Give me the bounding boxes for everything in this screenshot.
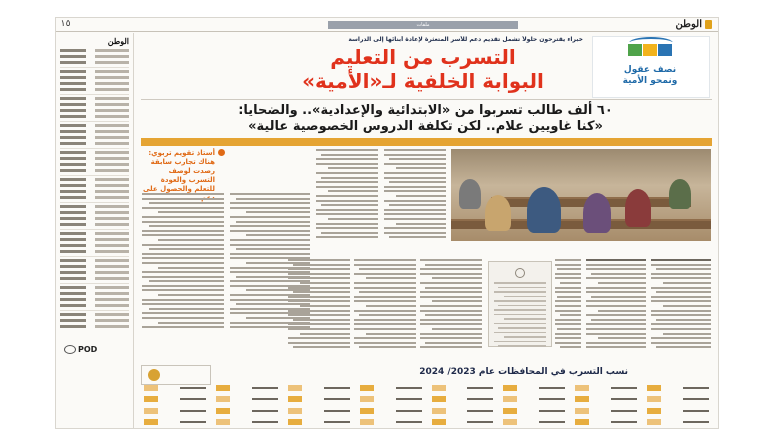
- staff-row: [60, 250, 129, 253]
- text-column: [384, 149, 446, 241]
- staff-row: [60, 163, 129, 166]
- staff-row: [60, 67, 129, 73]
- table-cell: [285, 406, 353, 415]
- table-cell: [213, 418, 281, 427]
- staff-row: [60, 217, 129, 220]
- pod-logo-text: POD: [78, 345, 98, 354]
- table-cell: [213, 406, 281, 415]
- staff-row: [60, 157, 129, 160]
- staff-row: [60, 175, 129, 181]
- kicker: خبراء يقترحون حلولاً تشمل تقديم دعم للأسر المتعثرة لإعادة أبنائها إلى الدراسة: [348, 36, 583, 43]
- table-cell: [644, 383, 712, 392]
- sidebar-title: الوطن: [107, 36, 129, 46]
- subheadline-line-1: ٦٠ ألف طالب تسربوا من «الابتدائية والإعدادية».. والضحايا:: [238, 103, 613, 118]
- staff-row: [60, 82, 129, 85]
- staff-row: [60, 94, 129, 100]
- staff-row: [60, 304, 129, 307]
- staff-row: [60, 202, 129, 208]
- table-cell: [644, 395, 712, 404]
- table-cell: [285, 383, 353, 392]
- table-cell: [500, 395, 568, 404]
- table-cell: [141, 418, 209, 427]
- staff-row: [60, 265, 129, 268]
- staff-row: [60, 325, 129, 328]
- table-badge-icon: [141, 365, 211, 385]
- staff-row: [60, 136, 129, 139]
- subheadline: [141, 103, 710, 135]
- staff-row: [60, 115, 129, 118]
- badge-line-2: ونمحو الأمية: [622, 76, 678, 86]
- staff-row: [60, 61, 129, 64]
- seal-icon: [515, 268, 525, 278]
- staff-row: [60, 76, 129, 79]
- document-image: [488, 261, 552, 347]
- staff-row: [60, 49, 129, 52]
- page-number: ١٥: [60, 19, 71, 29]
- text-column: [586, 259, 646, 351]
- staff-row: [60, 319, 129, 322]
- staff-row: [60, 271, 129, 274]
- photo-caption: [451, 242, 711, 256]
- newspaper-logo: [675, 19, 712, 30]
- staff-row: [60, 103, 129, 106]
- table-cell: [429, 383, 497, 392]
- staff-row: [60, 223, 129, 226]
- staff-row: [60, 211, 129, 214]
- staff-row: [60, 244, 129, 247]
- table-cell: [285, 418, 353, 427]
- text-column: [316, 149, 378, 241]
- table-cell: [357, 406, 425, 415]
- subheadline-line-2: «كنا غاويين علام.. لكن تكلفة الدروس الخصوصية عالية»: [248, 119, 603, 134]
- table-cell: [500, 383, 568, 392]
- text-column: [555, 259, 581, 351]
- staff-row: [60, 169, 129, 172]
- table-cell: [429, 406, 497, 415]
- headline: [263, 45, 583, 93]
- table-cell: [141, 406, 209, 415]
- table-cell: [500, 406, 568, 415]
- books-icon: [625, 42, 675, 62]
- staff-row: [60, 88, 129, 91]
- table-cell: [357, 418, 425, 427]
- table-cell: [644, 418, 712, 427]
- staff-row: [60, 310, 129, 316]
- table-cell: [141, 395, 209, 404]
- table-cell: [429, 395, 497, 404]
- text-column: [354, 259, 416, 351]
- text-column: [651, 259, 711, 351]
- staff-row: [60, 55, 129, 58]
- masthead: [56, 18, 718, 32]
- table-title: نسب التسرب في المحافظات عام 2023/ 2024: [419, 367, 628, 377]
- table-cell: [572, 383, 640, 392]
- staff-row: [60, 292, 129, 295]
- table-cell: [141, 383, 209, 392]
- text-column: [230, 193, 310, 331]
- staff-row: [60, 277, 129, 280]
- text-column: [420, 259, 482, 351]
- logo-text: الوطن: [675, 19, 702, 30]
- staff-row: [60, 121, 129, 127]
- staff-row: [60, 184, 129, 187]
- staff-row: [60, 196, 129, 199]
- newspaper-page: [55, 17, 719, 429]
- staff-row: [60, 283, 129, 289]
- table-cell: [285, 395, 353, 404]
- table-cell: [357, 395, 425, 404]
- staff-row: [60, 109, 129, 112]
- table-cell: [213, 395, 281, 404]
- campaign-badge: [592, 36, 710, 98]
- staff-row: [60, 298, 129, 301]
- staff-row: [60, 229, 129, 235]
- governorate-dropout-table: [141, 383, 712, 429]
- table-cell: [429, 418, 497, 427]
- table-cell: [572, 406, 640, 415]
- badge-text: [595, 65, 705, 87]
- text-column: [142, 193, 224, 331]
- headline-line-1: التسرب من التعليم: [330, 45, 516, 69]
- table-cell: [572, 395, 640, 404]
- logo-mark-icon: [705, 20, 712, 29]
- pod-mark-icon: [64, 345, 76, 354]
- staff-row: [60, 148, 129, 154]
- staff-row: [60, 256, 129, 262]
- headline-line-2: البوابة الخلفية لـ«الأمية»: [302, 69, 544, 93]
- article: [135, 33, 718, 428]
- headline-divider: [141, 99, 712, 100]
- table-cell: [500, 418, 568, 427]
- classroom-photo: [451, 149, 711, 241]
- table-cell: [572, 418, 640, 427]
- table-cell: [644, 406, 712, 415]
- pod-logo: [64, 345, 97, 354]
- staff-row: [60, 238, 129, 241]
- staff-row: [60, 142, 129, 145]
- table-cell: [213, 383, 281, 392]
- staff-row: [60, 130, 129, 133]
- table-cell: [357, 383, 425, 392]
- staff-sidebar: [56, 33, 134, 428]
- pull-quote: أستاذ تقويم تربوي: هناك تجارب سابقة رصدت لوصف التسرب والعودة للتعلم والحصول على: [141, 149, 227, 203]
- badge-line-1: نصف عقول: [623, 65, 677, 75]
- section-tab: ملفات: [328, 21, 518, 29]
- staff-row: [60, 190, 129, 193]
- summary-strip: [141, 138, 712, 146]
